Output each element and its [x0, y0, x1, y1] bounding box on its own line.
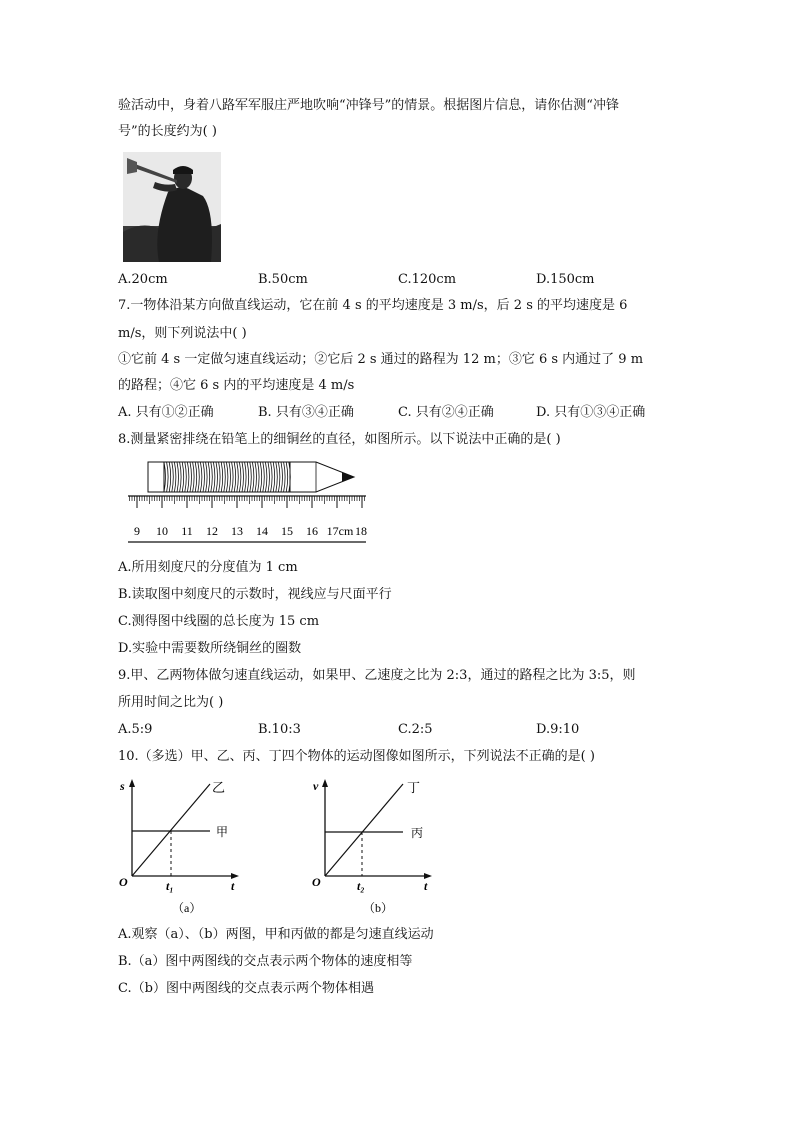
ruler-label-17cm: 17cm — [326, 524, 354, 538]
coil-turn — [242, 462, 244, 492]
graph-b-origin-label: O — [312, 875, 321, 889]
q7-option-d: D. 只有①③④正确 — [536, 405, 646, 420]
ruler — [128, 496, 367, 542]
ruler-label-18: 18 — [355, 524, 367, 538]
coil-turn — [226, 462, 228, 492]
coil-turn — [187, 462, 189, 492]
coil-turn — [268, 462, 270, 492]
q6-option-b: B.50cm — [258, 272, 308, 287]
coil-turn — [203, 462, 205, 492]
ruler-label-15: 15 — [281, 524, 293, 538]
coil-turn — [265, 462, 267, 492]
coil-turn — [237, 462, 239, 492]
q9-option-d: D.9:10 — [536, 722, 580, 737]
q7-option-a: A. 只有①②正确 — [118, 405, 214, 420]
coil-turn — [169, 462, 171, 492]
coil-turn — [245, 462, 247, 492]
coil-turn — [195, 462, 197, 492]
q8-stem: 8.测量紧密排绕在铅笔上的细铜丝的直径，如图所示。以下说法中正确的是( ) — [118, 432, 561, 447]
coil-turn — [198, 462, 200, 492]
pencil-ruler-figure — [120, 458, 372, 546]
graph-a-line-jia: 甲 — [216, 825, 229, 839]
pencil-with-coil — [148, 462, 354, 492]
coil-turn — [221, 462, 223, 492]
coil-turn — [284, 462, 286, 492]
graph-a-line-yi: 乙 — [212, 780, 226, 795]
q10-option-b: B.（a）图中两图线的交点表示两个物体的速度相等 — [118, 954, 413, 969]
coil-turn — [252, 462, 254, 492]
q9-option-b: B.10:3 — [258, 722, 301, 737]
q9-option-c: C.2:5 — [398, 722, 433, 737]
graph-a-caption: （a） — [172, 901, 202, 915]
coil-turn — [167, 462, 169, 492]
coil-turn — [206, 462, 208, 492]
graph-a-tick-label: t₁ — [166, 879, 174, 893]
coil-turn — [172, 462, 174, 492]
coil-turn — [180, 462, 182, 492]
graph-a-origin-label: O — [119, 875, 128, 889]
q9-stem-line1: 9.甲、乙两物体做匀速直线运动，如果甲、乙速度之比为 2:3，通过的路程之比为 3:5，则 — [118, 668, 636, 683]
coil-turn — [260, 462, 262, 492]
coil-turn — [229, 462, 231, 492]
q8-option-d: D.实验中需要数所绕铜丝的圈数 — [118, 641, 302, 656]
q6-stem-line2: 号”的长度约为( ) — [118, 124, 217, 139]
coil-turn — [247, 462, 249, 492]
ruler-label-16: 16 — [306, 524, 318, 538]
ruler-label-14: 14 — [256, 524, 268, 538]
graph-b-x-axis-label: t — [424, 879, 428, 893]
graph-b — [305, 774, 455, 918]
coil-turn — [239, 462, 241, 492]
q7-stem-line3: ①它前 4 s 一定做匀速直线运动；②它后 2 s 通过的路程为 12 m；③它 6 s 内通过了 9 m — [118, 352, 644, 367]
coil-turn — [174, 462, 176, 492]
q6-option-d: D.150cm — [536, 272, 595, 287]
coil-turn — [219, 462, 221, 492]
coil-turn — [258, 462, 260, 492]
coil-turn — [193, 462, 195, 492]
graph-b-tick-label: t₂ — [357, 879, 365, 893]
q8-option-c: C.测得图中线圈的总长度为 15 cm — [118, 614, 320, 629]
graph-a-x-axis-label: t — [231, 879, 235, 893]
ruler-label-12: 12 — [206, 524, 218, 538]
q6-option-c: C.120cm — [398, 272, 457, 287]
ruler-label-10: 10 — [156, 524, 168, 538]
q6-option-a: A.20cm — [118, 272, 168, 287]
coil-turn — [234, 462, 236, 492]
q10-option-c: C.（b）图中两图线的交点表示两个物体相遇 — [118, 981, 374, 996]
graph-a-y-axis-label: s — [120, 779, 125, 793]
bugler-photo — [123, 152, 221, 262]
q8-option-a: A.所用刻度尺的分度值为 1 cm — [118, 560, 298, 575]
q8-option-b: B.读取图中刻度尺的示数时，视线应与尺面平行 — [118, 587, 392, 602]
coil-turn — [255, 462, 257, 492]
coil-turn — [208, 462, 210, 492]
coil-turn — [278, 462, 280, 492]
coil-turn — [185, 462, 187, 492]
coil-turn — [177, 462, 179, 492]
coil-turn — [271, 462, 273, 492]
coil-turn — [211, 462, 213, 492]
q7-stem-line4: 的路程；④它 6 s 内的平均速度是 4 m/s — [118, 378, 355, 393]
graph-b-line-bing: 丙 — [411, 826, 424, 840]
graph-b-y-axis-label: v — [313, 779, 319, 793]
q10-option-a: A.观察（a）、（b）两图，甲和丙做的都是匀速直线运动 — [118, 927, 434, 942]
graph-a — [112, 774, 262, 918]
q9-option-a: A.5:9 — [118, 722, 153, 737]
q7-stem-line2: m/s，则下列说法中( ) — [118, 326, 247, 341]
q7-option-c: C. 只有②④正确 — [398, 405, 494, 420]
graph-b-caption: （b） — [363, 901, 394, 915]
graph-b-line-ding: 丁 — [407, 780, 421, 795]
coil-turn — [190, 462, 192, 492]
coil-turn — [200, 462, 202, 492]
coil-turn — [273, 462, 275, 492]
q7-option-b: B. 只有③④正确 — [258, 405, 354, 420]
coil-turn — [213, 462, 215, 492]
ruler-label-13: 13 — [231, 524, 243, 538]
ruler-label-9: 9 — [134, 524, 140, 538]
coil-turn — [232, 462, 234, 492]
q10-stem: 10.（多选）甲、乙、丙、丁四个物体的运动图像如图所示，下列说法不正确的是( ) — [118, 749, 595, 764]
ruler-label-11: 11 — [181, 524, 193, 538]
q7-stem-line1: 7.一物体沿某方向做直线运动，它在前 4 s 的平均速度是 3 m/s，后 2 s 的平均速度是 6 — [118, 298, 628, 313]
coil-turn — [263, 462, 265, 492]
q9-stem-line2: 所用时间之比为( ) — [118, 695, 224, 710]
coil-turn — [281, 462, 283, 492]
q6-stem-line1: 验活动中，身着八路军军服庄严地吹响“冲锋号”的情景。根据图片信息，请你估测“冲锋 — [118, 98, 619, 113]
coil-turn — [216, 462, 218, 492]
coil-turn — [276, 462, 278, 492]
coil-turn — [224, 462, 226, 492]
coil-turn — [286, 462, 288, 492]
coil-turn — [250, 462, 252, 492]
coil-turn — [182, 462, 184, 492]
